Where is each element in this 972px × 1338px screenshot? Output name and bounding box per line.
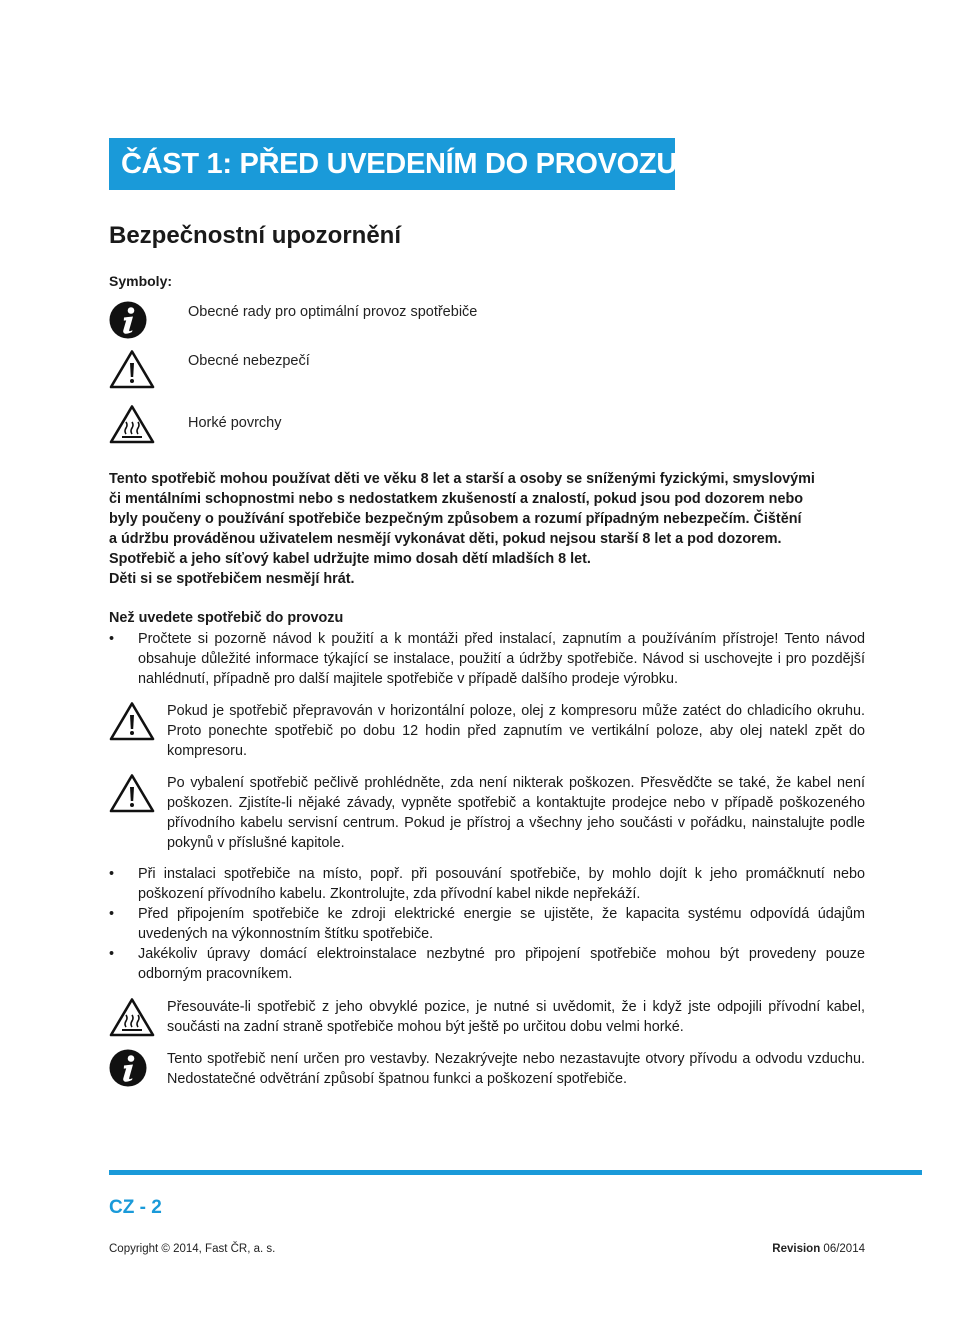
list-item <box>109 864 865 904</box>
list-item-text: Při instalaci spotřebiče na místo, popř. při posouvání spotřebiče, by mohlo dojít k jeho promáčknutí nebo poškození přívodního kabelu. Zkontrolujte, zda přívodní kabel nikde nepřekáží. <box>138 866 865 902</box>
bullet-marker: • <box>109 631 115 647</box>
info-icon <box>109 301 147 339</box>
bullet-marker: • <box>109 946 115 962</box>
list-item <box>109 904 865 944</box>
bullet-marker: • <box>109 866 115 882</box>
hot-surface-icon <box>109 997 155 1037</box>
notice-unpacking <box>109 773 865 853</box>
notice-hot-parts <box>109 997 865 1037</box>
symbol-text-hot: Horké povrchy <box>188 415 282 431</box>
list-item <box>109 944 865 984</box>
symbol-text-info: Obecné rady pro optimální provoz spotřebiče <box>188 304 478 320</box>
symbol-row-hot <box>109 404 869 448</box>
notice-transport <box>109 701 865 761</box>
safety-line: Děti si se spotřebičem nesmějí hrát. <box>109 571 355 587</box>
info-icon <box>109 1049 147 1087</box>
symbol-row-info <box>109 301 869 345</box>
page-number: CZ - 2 <box>109 1197 162 1218</box>
bullet-marker: • <box>109 906 115 922</box>
safety-line: či mentálními schopnostmi nebo s nedostatkem zkušeností a znalostí, pokud jsou pod dozorem nebo <box>109 491 804 507</box>
list-item-text: Jakékoliv úpravy domácí elektroinstalace nezbytné pro připojení spotřebiče mohou být provedeny pouze odborným pracovníkem. <box>138 946 865 982</box>
symbols-label: Symboly: <box>109 273 173 289</box>
symbol-text-warning: Obecné nebezpečí <box>188 353 310 369</box>
page-title: Bezpečnostní upozornění <box>109 222 402 249</box>
hot-surface-icon <box>109 404 155 444</box>
before-operation-heading: Než uvedete spotřebič do provozu <box>109 610 344 626</box>
notice-text: Po vybalení spotřebič pečlivě prohlédněte, zda není nikterak poškozen. Přesvědčte se také, že kabel není poškozen. Zjistíte-li nějaké závady, vypněte spotřebič a kontaktujte prodejce nebo v případě poškozeného přívodního kabelu servisní centrum. Pokud je přístroj a všechny jeho součásti v pořádku, nainstalujte podle pokynů v příslušné kapitole. <box>167 775 865 851</box>
notice-text: Tento spotřebič není určen pro vestavby. Nezakrývejte nebo nezastavujte otvory přívodu a odvodu vzduchu. Nedostatečné odvětrání způsobí špatnou funkci a poškození spotřebiče. <box>167 1051 865 1087</box>
copyright: Copyright © 2014, Fast ČR, a. s. <box>109 1243 276 1255</box>
bullet-list <box>109 864 865 984</box>
warning-icon <box>109 349 155 389</box>
warning-icon <box>109 701 155 741</box>
list-item <box>109 629 865 689</box>
symbol-row-warning <box>109 349 869 393</box>
safety-line: byly poučeny o používání spotřebiče bezpečným způsobem a rozumí případným nebezpečím. Čištění <box>109 511 802 527</box>
safety-paragraph <box>109 469 865 589</box>
safety-line: a údržbu prováděnou uživatelem nesmějí vykonávat děti, pokud nejsou starší 8 let a pod dozorem. <box>109 531 782 547</box>
section-title-banner: ČÁST 1: PŘED UVEDENÍM DO PROVOZU <box>109 138 675 190</box>
list-item-text: Před připojením spotřebiče ke zdroji elektrické energie se ujistěte, že kapacita systému odpovídá údajům uvedených na výkonnostním štítku spotřebiče. <box>138 906 865 942</box>
safety-line: Spotřebič a jeho síťový kabel udržujte mimo dosah dětí mladších 8 let. <box>109 551 591 567</box>
notice-text: Pokud je spotřebič přepravován v horizontální poloze, olej z kompresoru může zatéct do chladicího okruhu. Proto ponechte spotřebič po dobu 12 hodin před zapnutím ve vertikální poloze, aby olej natekl zpět do kompresoru. <box>167 703 865 759</box>
list-item-text: Pročtete si pozorně návod k použití a k montáži před instalací, zapnutím a používáním přístroje! Tento návod obsahuje důležité informace týkající se instalace, použití a údržby spotřebiče. Návod si uschovejte i pro pozdější nahlédnutí, případně pro další majitele spotřebiče v případě dalšího prodeje výrobku. <box>138 631 865 687</box>
revision-label: Revision <box>772 1243 821 1255</box>
footer-divider <box>109 1170 922 1175</box>
revision <box>772 1243 865 1255</box>
notice-text: Přesouváte-li spotřebič z jeho obvyklé pozice, je nutné si uvědomit, že i když jste odpojili přívodní kabel, součásti na zadní straně spotřebiče mohou být ještě po určitou dobu velmi horké. <box>167 999 865 1035</box>
notice-ventilation <box>109 1049 865 1089</box>
revision-value: 06/2014 <box>823 1243 865 1255</box>
warning-icon <box>109 773 155 813</box>
safety-line: Tento spotřebič mohou používat děti ve věku 8 let a starší a osoby se sníženými fyzickými, smyslovými <box>109 471 815 487</box>
bullet-list <box>109 629 865 689</box>
